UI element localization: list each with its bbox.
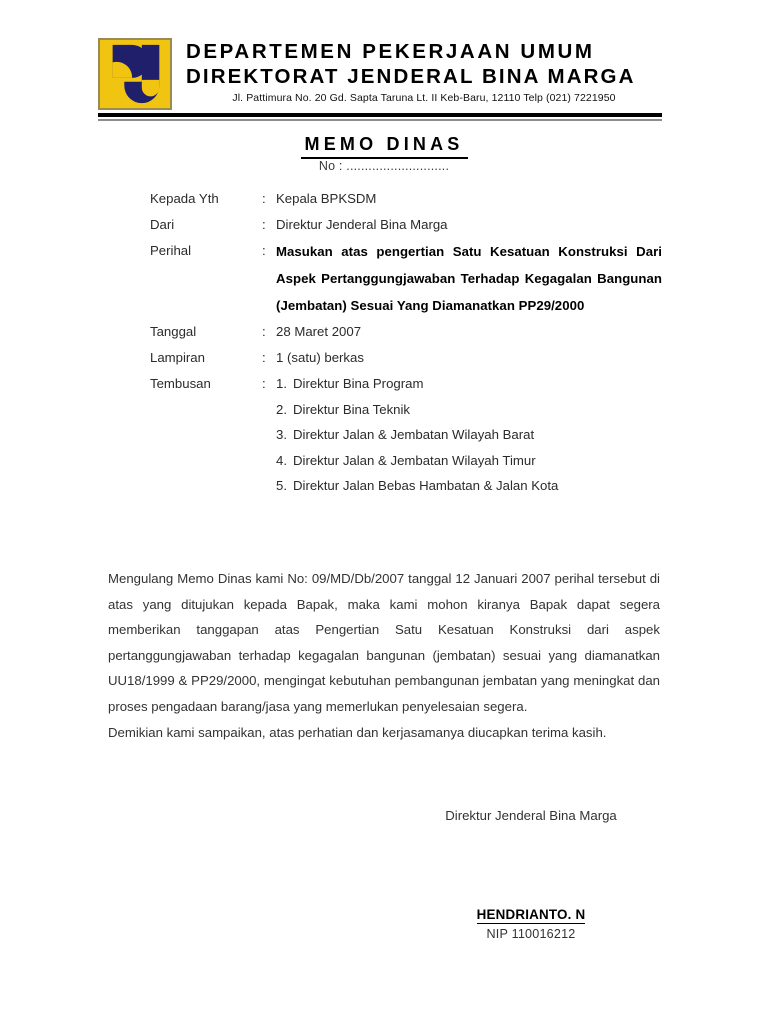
list-item: [276, 397, 662, 423]
field-label: Dari: [150, 217, 175, 232]
field-row: [150, 212, 662, 238]
signature-block: [396, 806, 666, 826]
field-label: Perihal: [150, 243, 192, 258]
signatory-identity: [396, 906, 666, 941]
directorate-name: DIREKTORAT JENDERAL BINA MARGA: [186, 65, 636, 88]
field-row: [150, 238, 662, 319]
field-value: Kepala BPKSDM: [276, 191, 377, 206]
list-item-label: Direktur Jalan & Jembatan Wilayah Timur: [293, 452, 536, 468]
list-item-number: 4.: [276, 452, 287, 468]
list-item-label: Direktur Jalan & Jembatan Wilayah Barat: [293, 427, 535, 442]
body-paragraph: Mengulang Memo Dinas kami No: 09/MD/Db/2007 tanggal 12 Januari 2007 perihal tersebut di atas yang ditujukan kepada Bapak, maka kami mohon kiranya Bapak dapat segera memberikan tanggapan atas Pengertian Satu Kesatuan Konstruksi dari aspek pertanggungjawaban terhadap kegagalan bangunan (jembatan) sesuai yang diamanatkan UU18/1999 & PP29/2000, mengingat kebutuhan pembangunan jembatan yang meningkat dan proses pengadaan barang/jasa yang memerlukan penyelesaian segera.: [108, 571, 660, 714]
list-item: [276, 473, 662, 499]
list-item: [276, 422, 662, 448]
signatory-role: Direktur Jenderal Bina Marga: [445, 808, 617, 823]
field-row: [150, 345, 662, 371]
list-item-number: 5.: [276, 478, 287, 493]
office-address: Jl. Pattimura No. 20 Gd. Sapta Taruna Lt. II Keb-Baru, 12110 Telp (021) 7221950: [232, 92, 616, 104]
memo-body: [108, 566, 660, 745]
field-colon: :: [262, 243, 266, 258]
field-label: Tembusan: [150, 376, 211, 391]
field-colon: :: [262, 191, 266, 206]
memo-field-list: [150, 186, 662, 499]
field-row-tembusan: [150, 371, 662, 499]
document-number: No : ............................: [318, 159, 450, 173]
field-value: 28 Maret 2007: [276, 324, 362, 339]
field-row: [150, 186, 662, 212]
page-title-wrapper: [0, 134, 768, 159]
list-item: [276, 371, 662, 397]
department-name: DEPARTEMEN PEKERJAAN UMUM: [186, 40, 595, 63]
signatory-name: HENDRIANTO. N: [476, 907, 586, 922]
field-label: Tanggal: [150, 324, 197, 339]
field-value: 1 (satu) berkas: [276, 350, 364, 365]
body-closing: Demikian kami sampaikan, atas perhatian dan kerjasamanya diucapkan terima kasih.: [108, 724, 607, 740]
list-item-label: Direktur Bina Teknik: [293, 401, 411, 417]
pu-ministry-logo-icon: [98, 38, 172, 110]
field-colon: :: [262, 350, 266, 365]
field-value: Direktur Jenderal Bina Marga: [276, 217, 448, 232]
tembusan-list: [276, 371, 662, 499]
field-label: Kepada Yth: [150, 191, 219, 206]
header-rule-thick: [98, 113, 662, 117]
field-colon: :: [262, 217, 266, 232]
field-row: [150, 319, 662, 345]
list-item: [276, 448, 662, 474]
list-item-label: Direktur Jalan Bebas Hambatan & Jalan Kota: [293, 478, 559, 493]
letterhead: [98, 38, 662, 110]
field-value: [276, 371, 662, 499]
field-value-subject: Masukan atas pengertian Satu Kesatuan Konstruksi Dari Aspek Pertanggungjawaban Terhadap Kegagalan Bangunan (Jembatan) Sesuai Yang Diamanatkan PP29/2000: [276, 244, 662, 313]
letterhead-text: [172, 38, 662, 105]
page-title: MEMO DINAS: [301, 134, 468, 159]
list-item-number: 3.: [276, 427, 287, 442]
signatory-nip: NIP 110016212: [486, 927, 576, 941]
list-item-label: Direktur Bina Program: [293, 376, 424, 391]
field-colon: :: [262, 324, 266, 339]
field-colon: :: [262, 376, 266, 391]
field-label: Lampiran: [150, 350, 205, 365]
header-rule-thin: [98, 119, 662, 121]
list-item-number: 2.: [276, 401, 287, 417]
list-item-number: 1.: [276, 376, 287, 391]
